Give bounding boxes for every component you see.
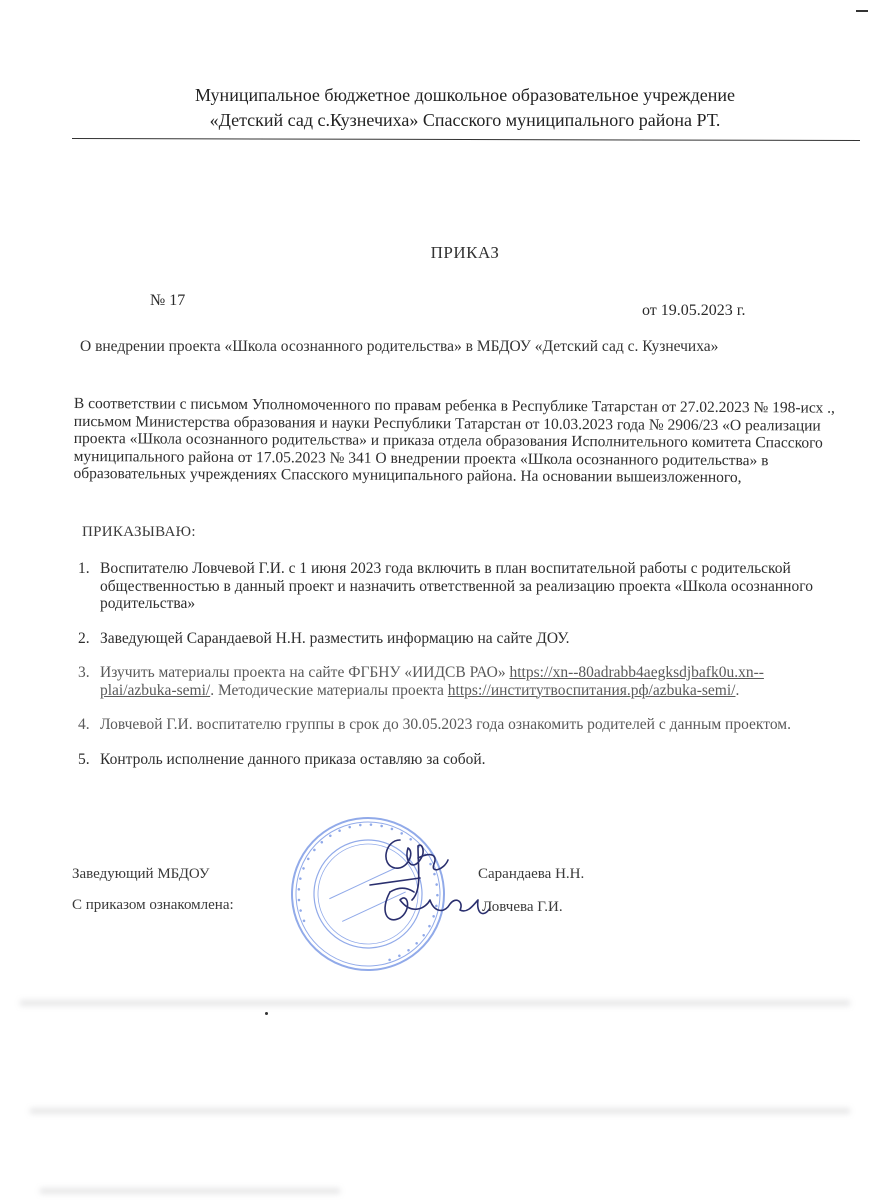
methodical-materials-link[interactable]: https://институтвоспитания.рф/azbuka-semi/ [447,681,736,699]
order-number: № 17 [150,292,186,309]
header-divider [72,138,860,141]
scan-artifact-dot [265,1012,268,1015]
list-item [78,751,838,769]
list-item [78,630,838,648]
signer-name-head: Сарандаева Н.Н. [478,866,585,882]
header-line-2: «Детский сад с.Кузнечиха» Спасского муниципального района РТ. [209,110,721,130]
item-text: Заведующей Сарандаевой Н.Н. разместить информацию на сайте ДОУ. [100,629,570,647]
order-items-list [78,560,838,785]
svg-text:• • • • • • • • • • • • • • •: • • • • • • • • • • • • • • • • • • • • • • • • • • • • • • • • [294,820,442,965]
scan-artifact-dot [856,10,868,12]
item-number: 2. [78,629,90,647]
item-number: 4. [78,716,90,733]
item-text: Ловчевой Г.И. воспитателю группы в срок до 30.05.2023 года ознакомить родителей с данным проектом. [100,716,791,733]
list-item [78,664,838,699]
signer-role-head: Заведующий МБДОУ [72,866,210,882]
list-item [78,716,838,734]
list-item [78,560,838,613]
project-site-link[interactable]: https://xn--80adrabb4aegksdjbafk0u.xn--plai/azbuka-semi/ [100,664,764,699]
item-number: 1. [78,560,90,577]
organization-header [70,83,860,133]
acknowledgement-label: С приказом ознакомлена: [72,897,234,913]
item-text: Воспитателю Ловчевой Г.И. с 1 июня 2023 года включить в план воспитательной работы с родительской общественностью в данный проект и назначить ответственной за реализацию проекта «Школа осознанного родительства» [100,560,813,612]
scan-artifact-band [20,1000,850,1006]
item-text-after: . [735,681,740,699]
acknowledged-name: Ловчева Г.И. [482,899,563,915]
preamble-paragraph: В соответствии с письмом Уполномоченного по правам ребенка в Республике Татарстан от 27.02.2023 № 198-исх ., письмом Министерства образования и науки Республики Татарстан от 10.03.2023 года № 2906/23 «О реализации проекта «Школа осознанного родительства» и приказа отдела образования Исполнительного комитета Спасского муниципального района от 17.05.2023 № 341 О внедрении проекта «Школа осознанного родительства» в образовательных учреждениях Спасского муниципального района. На основании вышеизложенного, [73,395,835,487]
order-subject: О внедрении проекта «Школа осознанного родительства» в МБДОУ «Детский сад с. Кузнечиха» [80,338,719,355]
document-title: ПРИКАЗ [430,243,500,262]
header-line-1: Муниципальное бюджетное дошкольное образовательное учреждение [195,85,735,105]
scan-artifact-band [30,1108,850,1114]
item-number: 3. [78,664,90,681]
order-directive-word: ПРИКАЗЫВАЮ: [82,524,196,540]
order-date: от 19.05.2023 г. [642,302,746,319]
item-text-mid: . Методические материалы проекта [210,681,448,699]
item-text-before: Изучить материалы проекта на сайте ФГБНУ «ИИДСВ РАО» [100,664,510,681]
item-text: Контроль исполнение данного приказа оставляю за собой. [100,750,486,768]
item-number: 5. [78,750,90,768]
handwritten-signatures [360,830,500,940]
scan-artifact-band [40,1188,340,1194]
